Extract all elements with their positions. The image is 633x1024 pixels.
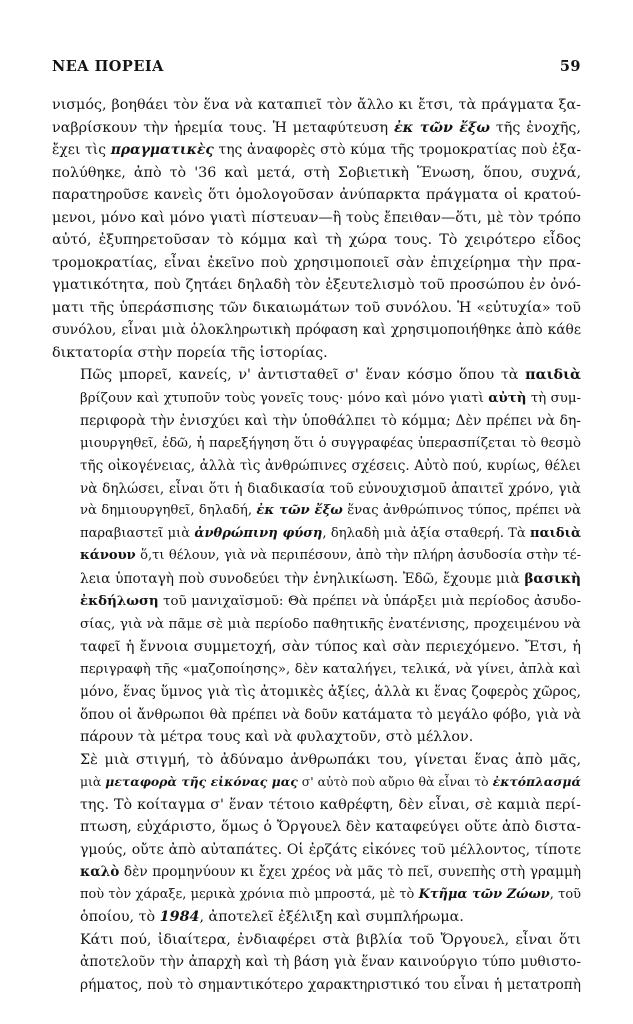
text-line: γματικότητα, ποὺ ζητάει δηλαδὴ τὸν ἐξευτελισμὸ τοῦ προσώπου ἐν ὀνό- xyxy=(52,277,581,293)
text-line: μενοι, μόνο καὶ μόνο γιατὶ πίστευαν—ἢ τοὺς ἔπειθαν—ὅτι, μὲ τὸν τρόπο xyxy=(52,209,581,226)
paragraph-3 xyxy=(52,749,581,929)
text-line: παραβιαστεῖ μιὰ ἀνθρώπινη φύση, δηλαδὴ μιὰ ἀξία σταθερή. Τὰ παιδιὰ xyxy=(80,525,581,541)
text-line: ἀποτελοῦν τὴν ἀπαρχὴ καὶ τὴ βάση γιὰ ἕναν καινούργιο τύπο μυθιστο- xyxy=(80,954,581,970)
text-line: ρήματος, ποὺ τὸ σημαντικότερο χαρακτηριστικό του εἶναι ἡ μετατροπὴ xyxy=(80,976,581,993)
running-header xyxy=(52,58,581,75)
text-line: τῆς οἰκογένειας, ἀλλὰ τὶς ἀνθρώπινες σχέσεις. Αὐτὸ πού, κυρίως, θέλει xyxy=(80,458,581,474)
text-line: ἐκδήλωση τοῦ μανιχαϊσμοῦ: Θὰ πρέπει νὰ ὑπάρξει μιὰ περίοδος ἀσυδο- xyxy=(80,593,581,609)
text-line: καλὸ δὲν προμηνύουν κι ἔχει χρέος νὰ μᾶς τὸ πεῖ, συνεπὴς στὴ γραμμὴ xyxy=(80,864,581,880)
text-line: μόνο, ἕνας ὕμνος γιὰ τὶς ἀτομικὲς ἀξίες, ἀλλὰ κι ἕνας ζοφερὸς χῶρος, xyxy=(80,684,581,700)
text-line: Σὲ μιὰ στιγμή, τὸ ἀδύναμο ἀνθρωπάκι του, γίνεται ἕνας ἀπὸ μᾶς, xyxy=(80,751,581,768)
text-line: παρατηροῦσε κανεὶς ὅτι ὁμολογοῦσαν ἀνύπαρκτα πράγματα οἱ κρατού- xyxy=(52,187,581,203)
journal-title: ΝΕΑ ΠΟΡΕΙΑ xyxy=(52,58,164,75)
text-line: νισμός, βοηθάει τὸν ἕνα νὰ καταπιεῖ τὸν ἄλλο κι ἔτσι, τὰ πράγματα ξα- xyxy=(52,97,581,113)
text-line: κάνουν ὅ,τι θέλουν, γιὰ νὰ περιπέσουν, ἀπὸ τὴν πλήρη ἀσυδοσία στὴν τέ- xyxy=(80,548,581,563)
text-line: αὐτό, ἐξυπηρετοῦσαν τὸ κόμμα καὶ τὴ χώρα τους. Τὸ χειρότερο εἶδος xyxy=(52,232,581,248)
text-line: βρίζουν καὶ χτυποῦν τοὺς γονεῖς τους· μόνο καὶ μόνο γιατὶ αὐτὴ τὴ συμ- xyxy=(80,389,582,406)
text-line: περιφορὰ τὴν ἐνισχύει καὶ τὴν ὑποθάλπει τὸ κόμμα; Δὲν πρέπει νὰ δη- xyxy=(80,413,581,429)
body-text xyxy=(52,94,581,996)
text-line: τρομοκρατίας, εἶναι ἐκεῖνο ποὺ χρησιμοποιεῖ σὰν ἐπιχείρημα τὴν πρα- xyxy=(52,254,581,271)
text-line: ποὺ τὸν χάραξε, μερικὰ χρόνια πιὸ μπροστά, μὲ τὸ Κτῆμα τῶν Ζώων, τοῦ xyxy=(80,886,581,902)
text-line: πολύθηκε, ἀπὸ τὸ '36 καὶ μετά, στὴ Σοβιετικὴ Ἕνωση, ὅπου, συχνά, xyxy=(52,164,581,181)
text-line: δικτατορία στὴν πορεία τῆς ἱστορίας. xyxy=(52,344,328,361)
text-line: νὰ δημιουργηθεῖ, δηλαδή, ἐκ τῶν ἔξω ἕνας ἀνθρώπινος τύπος, πρέπει νὰ xyxy=(80,503,581,518)
text-line: ταφεῖ ἡ ἔννοια συμμετοχή, σὰν τύπος καὶ σὰν περιεχόμενο. Ἔτσι, ἡ xyxy=(80,639,581,655)
text-line: ματι τῆς ὑπεράσπισης τῶν δικαιωμάτων τοῦ συνόλου. Ἡ «εὐτυχία» τοῦ xyxy=(52,299,581,316)
text-line: μιὰ μεταφορὰ τῆς εἰκόνας μας σ' αὐτὸ ποὺ αὔριο θὰ εἶναι τὸ ἐκτόπλασμά xyxy=(80,774,582,789)
paragraph-2 xyxy=(52,364,581,749)
paragraph-1 xyxy=(52,94,581,364)
text-line: συνόλου, εἶναι μιὰ ὁλοκληρωτικὴ πρόφαση καὶ χρησιμοποιήθηκε ἀπὸ κάθε xyxy=(52,322,581,338)
text-line: ἔχει τὶς πραγματικὲς της ἀναφορὲς στὸ κύμα τῆς τρομοκρατίας ποὺ ἐξα- xyxy=(52,142,581,158)
text-line: ναβρίσκουν τὴν ἠρεμία τους. Ἡ μεταφύτευση ἐκ τῶν ἔξω τῆς ἐνοχῆς, xyxy=(52,119,581,136)
text-line: της. Τὸ κοίταγμα σ' ἕναν τέτοιο καθρέφτη, δὲν εἶναι, σὲ καμιὰ περί- xyxy=(80,796,581,813)
text-line: ὁποίου, τὸ 1984, ἀποτελεῖ ἐξέλιξη καὶ συμπλήρωμα. xyxy=(80,909,464,925)
page-number: 59 xyxy=(559,58,581,75)
text-line: Πῶς μπορεῖ, κανείς, ν' ἀντισταθεῖ σ' ἕναν κόσμο ὅπου τὰ παιδιὰ xyxy=(80,367,581,383)
text-line: πτωση, εὐχάριστο, ὅμως ὁ Ὄργουελ δὲν καταφεύγει οὔτε ἀπὸ διστα- xyxy=(80,819,581,835)
text-line: Κάτι πού, ἰδιαίτερα, ἐνδιαφέρει στὰ βιβλία τοῦ Ὄργουελ, εἶναι ὅτι xyxy=(80,931,581,948)
text-line: σίας, γιὰ νὰ πᾶμε σὲ μιὰ περίοδο παθητικῆς ἐνατένισης, προχειμένου νὰ xyxy=(80,616,581,632)
paragraph-4 xyxy=(52,929,581,997)
text-line: μιουργηθεῖ, ἐδῶ, ἡ παρεξήγηση ὅτι ὁ συγγραφέας ὑπερασπίζεται τὸ θεσμὸ xyxy=(80,435,581,451)
text-line: νὰ δηλώσει, εἶναι ὅτι ἡ διαδικασία τοῦ εὐνουχισμοῦ ἀπαιτεῖ χρόνο, γιὰ xyxy=(80,480,581,497)
text-line: λεια ὑποταγὴ ποὺ συνοδεύει τὴν ἐνηλικίωση. Ἐδῶ, ἔχουμε μιὰ βασικὴ xyxy=(80,570,581,587)
text-line: ὅπου οἱ ἄνθρωποι θὰ πρέπει νὰ δοῦν κατάματα τὸ μεγάλο φόβο, γιὰ νὰ xyxy=(80,706,581,723)
text-line: γμούς, οὔτε ἀπὸ αὐταπάτες. Οἱ ἐρζάτς εἰκόνες τοῦ μέλλοντος, τίποτε xyxy=(80,841,581,858)
text-line: περιγραφὴ τῆς «μαζοποίησης», δὲν καταλήγει, τελικά, νὰ γίνει, ἁπλὰ καὶ xyxy=(80,661,581,677)
text-line: πάρουν τὰ μέτρα τους καὶ νὰ φυλαχτοῦν, στὸ μέλλον. xyxy=(80,729,474,745)
